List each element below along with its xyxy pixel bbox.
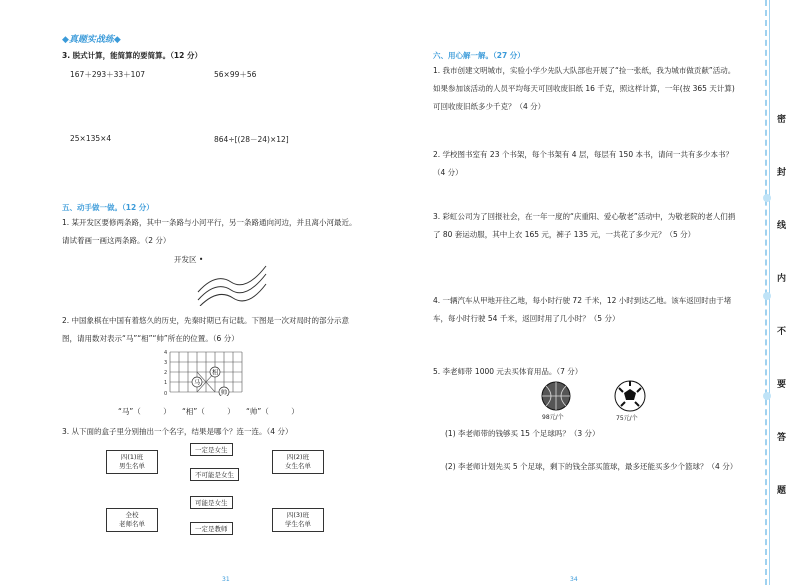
binding-hole [763,292,771,300]
y-tick-2: 2 [164,370,168,376]
seal-char-7: 答 [777,433,787,443]
calc-1: 167＋293＋33＋107 [70,70,145,79]
football-icon [612,378,648,414]
q5-1-text: 1. 某开发区要修两条路，其中一条路与小河平行，另一条路通向河边，并且离小河最近。请试着画一画这两条路。（2 分） [62,218,357,245]
y-tick-0: 0 [164,391,168,396]
piece-xiang-label: 相 [211,369,219,377]
box-class2-girls [272,450,324,474]
right-page [400,0,745,585]
football-price: 75元/个 [616,415,638,422]
calc-2: 56×99＋56 [214,70,257,79]
left-page-number: 31 [222,576,230,583]
r-q2-text: 2. 学校图书室有 23 个书架，每个书架有 4 层，每层有 150 本书，请问一共有多少本书？（4 分） [433,150,733,177]
q5-3-text: 3. 从下面的盒子里分别抽出一个名字，结果是哪个？连一连。（4 分） [62,427,293,436]
card-must-teacher[interactable]: 一定是教师 [190,522,233,535]
q5-2-text: 2. 中国象棋在中国有着悠久的历史，先秦时期已有记载。下图是一次对局时的部分示意图，请用数对表示“马”“相”“帅”所在的位置。（6 分） [62,316,350,343]
seal-char-3: 线 [777,221,787,231]
box-teachers-label: 全校 老师名单 [119,511,145,528]
r-q4-text: 4. 一辆汽车从甲地开往乙地，每小时行驶 72 千米，12 小时到达乙地。该车返回时由于堵车，每小时行驶 54 千米，返回时用了几小时？（5 分） [433,296,732,323]
seal-char-8: 题 [777,486,787,496]
calc-3: 25×135×4 [70,134,112,143]
piece-shuai-label: 帅 [220,389,228,396]
q3-title: 3. 脱式计算，能简算的要简算。（12 分） [62,51,202,60]
right-page-number: 34 [570,576,578,583]
y-tick-1: 1 [164,380,168,386]
seal-char-6: 要 [777,380,787,390]
banner-title: ◆真题实战练◆ [62,35,121,45]
dev-zone-text: 开发区 [174,255,197,264]
y-tick-3: 3 [164,360,168,366]
box-class3-students [272,508,324,532]
piece-ma-label: 马 [193,379,201,387]
binding-hole [763,392,771,400]
calc-4: 864÷[(28－24)×12] [214,135,289,144]
seal-char-5: 不 [777,327,787,337]
card-must-girl[interactable]: 一定是女生 [190,443,233,456]
r-q5-sub1: (1) 李老师带的钱够买 15 个足球吗？（3 分） [445,429,600,438]
chess-grid [160,348,250,396]
dev-zone-label: 开发区 • [174,255,204,264]
box-all-teachers [106,508,158,532]
binding-hole [763,194,771,202]
r-q5-sub2: (2) 李老师计划先买 5 个足球，剩下的钱全部买篮球，最多还能买多少个篮球？（4 分） [445,462,738,471]
r-q5-text: 5. 李老师带 1000 元去买体育用品。（7 分） [433,367,583,376]
basketball-icon [538,380,574,412]
r-q1-text: 1. 我市创建文明城市，实验小学少先队大队部也开展了“捡一张纸，我为城市做贡献”活动。如果参加该活动的人员平均每天可回收废旧纸 16 千克，照这样计算，一年(按 365 天计算)可回收废旧纸多少千克？（4 分） [433,66,736,111]
seal-char-4: 内 [777,274,787,284]
box-class3-label: 四(3)班 学生名单 [285,511,311,528]
river-icon [196,262,268,306]
card-maybe-girl[interactable]: 可能是女生 [190,496,233,509]
r-q3-text: 3. 彩虹公司为了回报社会，在一年一度的“庆重阳、爱心敬老”活动中，为敬老院的老人们捐了 80 套运动服，其中上衣 165 元，裤子 135 元，一共花了多少元？（5 分） [433,212,736,239]
seal-char-2: 封 [777,168,787,178]
box-class1-label: 四(1)班 男生名单 [119,453,145,470]
card-cannot-girl[interactable]: 不可能是女生 [190,468,239,481]
seal-char-1: 密 [777,115,787,125]
binding-strip [745,0,800,585]
box-class1-boys [106,450,158,474]
section-6-title: 六、用心解一解。（27 分） [433,51,525,60]
y-tick-4: 4 [164,350,168,356]
q5-2-answers: “马”（ ） “相”（ ） “帅”（ ） [118,407,299,416]
section-5-title: 五、动手做一做。（12 分） [62,203,154,212]
box-class2-label: 四(2)班 女生名单 [285,453,311,470]
basketball-price: 98元/个 [542,414,564,421]
